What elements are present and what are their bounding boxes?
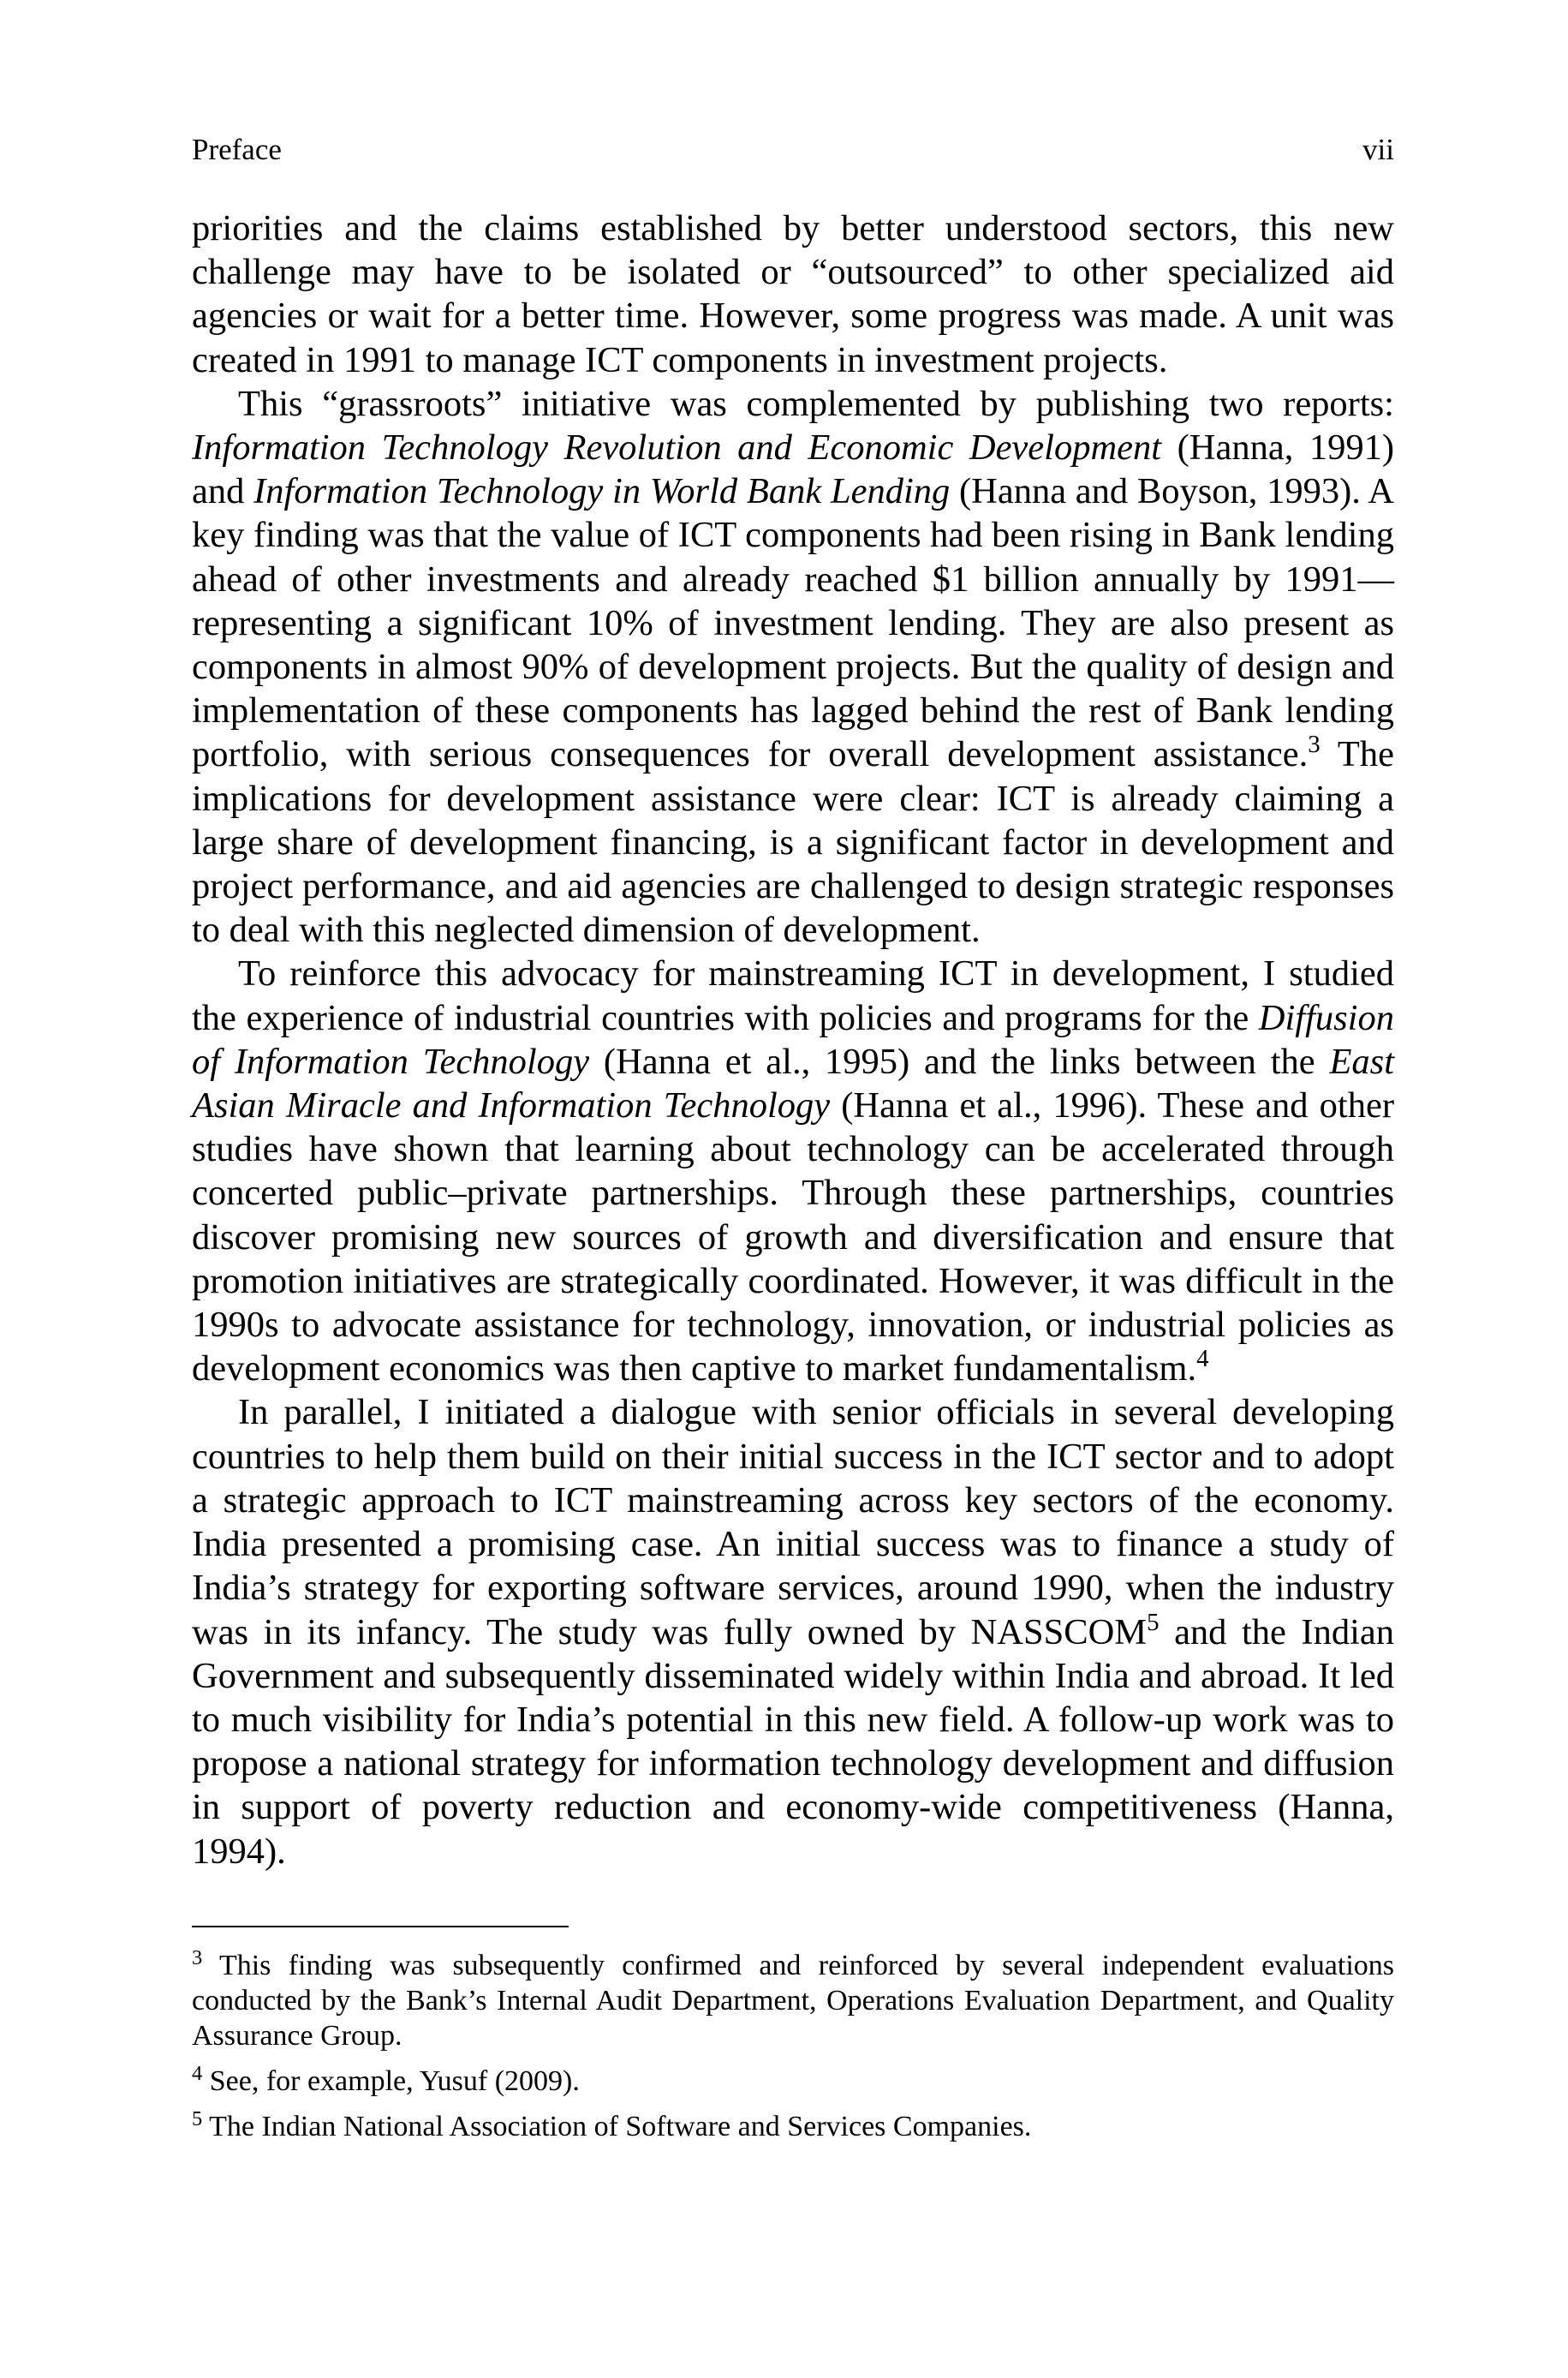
paragraph-1-text: priorities and the claims established by better understood sectors, this new challenge may have to be isolated or “outsourced” to other specialized aid agencies or wait for a better time. However, some progress was made. A unit was created in 1991 to manage ICT components in investment projects. [192, 208, 1394, 380]
paragraph-3-text-c: (Hanna et al., 1996). These and other studies have shown that learning about technology can be accelerated through concerted public–private partnerships. Through these partnerships, countries discover promising new sources of growth and diversification and ensure that promotion initiatives are strategically coordinated. However, it was difficult in the 1990s to advocate assistance for technology, innovation, or industrial policies as development economics was then captive to market fundamentalism. [192, 1085, 1394, 1389]
footnote-ref-5[interactable]: 5 [1147, 1608, 1160, 1636]
body-text [192, 206, 1394, 1873]
paragraph-2-text-b: (Hanna, 1991) and [192, 427, 1394, 512]
book-title-it-world-bank-lending: Information Technology in World Bank Lending [253, 471, 951, 512]
footnote-number: 4 [192, 2061, 203, 2085]
footnote-4 [192, 2061, 1394, 2099]
paragraph-4 [192, 1390, 1394, 1873]
paragraph-3 [192, 952, 1394, 1390]
footnote-ref-3[interactable]: 3 [1308, 731, 1321, 759]
paragraph-3-text-b: (Hanna et al., 1995) and the links between the [589, 1041, 1330, 1082]
paragraph-2-text-d: The implications for development assistance were clear: ICT is already claiming a large share of development financing, is a significant factor in development and project performance, and aid agencies are challenged to design strategic responses to deal with this neglected dimension of development. [192, 734, 1394, 951]
paragraph-2-text-c: (Hanna and Boyson, 1993). A key finding was that the value of ICT components had been rising in Bank lending ahead of other investments and already reached $1 billion annually by 1991—representing a significant 10% of investment lending. They are also present as components in almost 90% of development projects. But the quality of design and implementation of these components has lagged behind the rest of Bank lending portfolio, with serious consequences for overall development assistance. [192, 471, 1395, 775]
running-head-title: Preface [192, 133, 282, 166]
footnote-text: See, for example, Yusuf (2009). [209, 2065, 580, 2097]
footnote-number: 3 [192, 1945, 203, 1969]
footnote-5 [192, 2106, 1394, 2144]
footnotes [192, 1945, 1394, 2154]
paragraph-2 [192, 382, 1394, 953]
footnote-text: The Indian National Association of Software and Services Companies. [209, 2111, 1032, 2142]
paragraph-1 [192, 206, 1394, 382]
paragraph-2-text-a: This “grassroots” initiative was complemented by publishing two reports: [238, 383, 1394, 424]
paragraph-4-text-a: In parallel, I initiated a dialogue with senior officials in several developing countries to help them build on their initial success in the ICT sector and to adopt a strategic approach to ICT mainstreaming across key sectors of the economy. India presented a promising case. An initial success was to finance a study of India’s strategy for exporting software services, around 1990, when the industry was in its infancy. The study was fully owned by NASSCOM [192, 1392, 1394, 1652]
footnote-number: 5 [192, 2106, 203, 2130]
paragraph-4-text-b: and the Indian Government and subsequently disseminated widely within India and abroad. It led to much visibility for India’s potential in this new field. A follow-up work was to propose a national strategy for information technology development and diffusion in support of poverty reduction and economy-wide competitiveness (Hanna, 1994). [192, 1611, 1395, 1872]
footnote-text: This finding was subsequently confirmed and reinforced by several independent evaluations conducted by the Bank’s Internal Audit Department, Operations Evaluation Department, and Quality Assurance Group. [192, 1950, 1394, 2052]
book-title-diffusion-it: Diffusion of Information Technology [192, 997, 1394, 1082]
book-title-east-asian-miracle: East Asian Miracle and Information Technology [192, 1041, 1394, 1126]
footnote-3 [192, 1945, 1394, 2053]
page-number: vii [1362, 133, 1394, 166]
running-head [192, 128, 1394, 171]
footnote-separator [192, 1926, 569, 1927]
book-title-it-revolution: Information Technology Revolution and Economic Development [192, 427, 1162, 469]
paragraph-3-text-a: To reinforce this advocacy for mainstreaming ICT in development, I studied the experience of industrial countries with policies and programs for the [192, 953, 1394, 1038]
footnote-ref-4[interactable]: 4 [1196, 1345, 1209, 1373]
